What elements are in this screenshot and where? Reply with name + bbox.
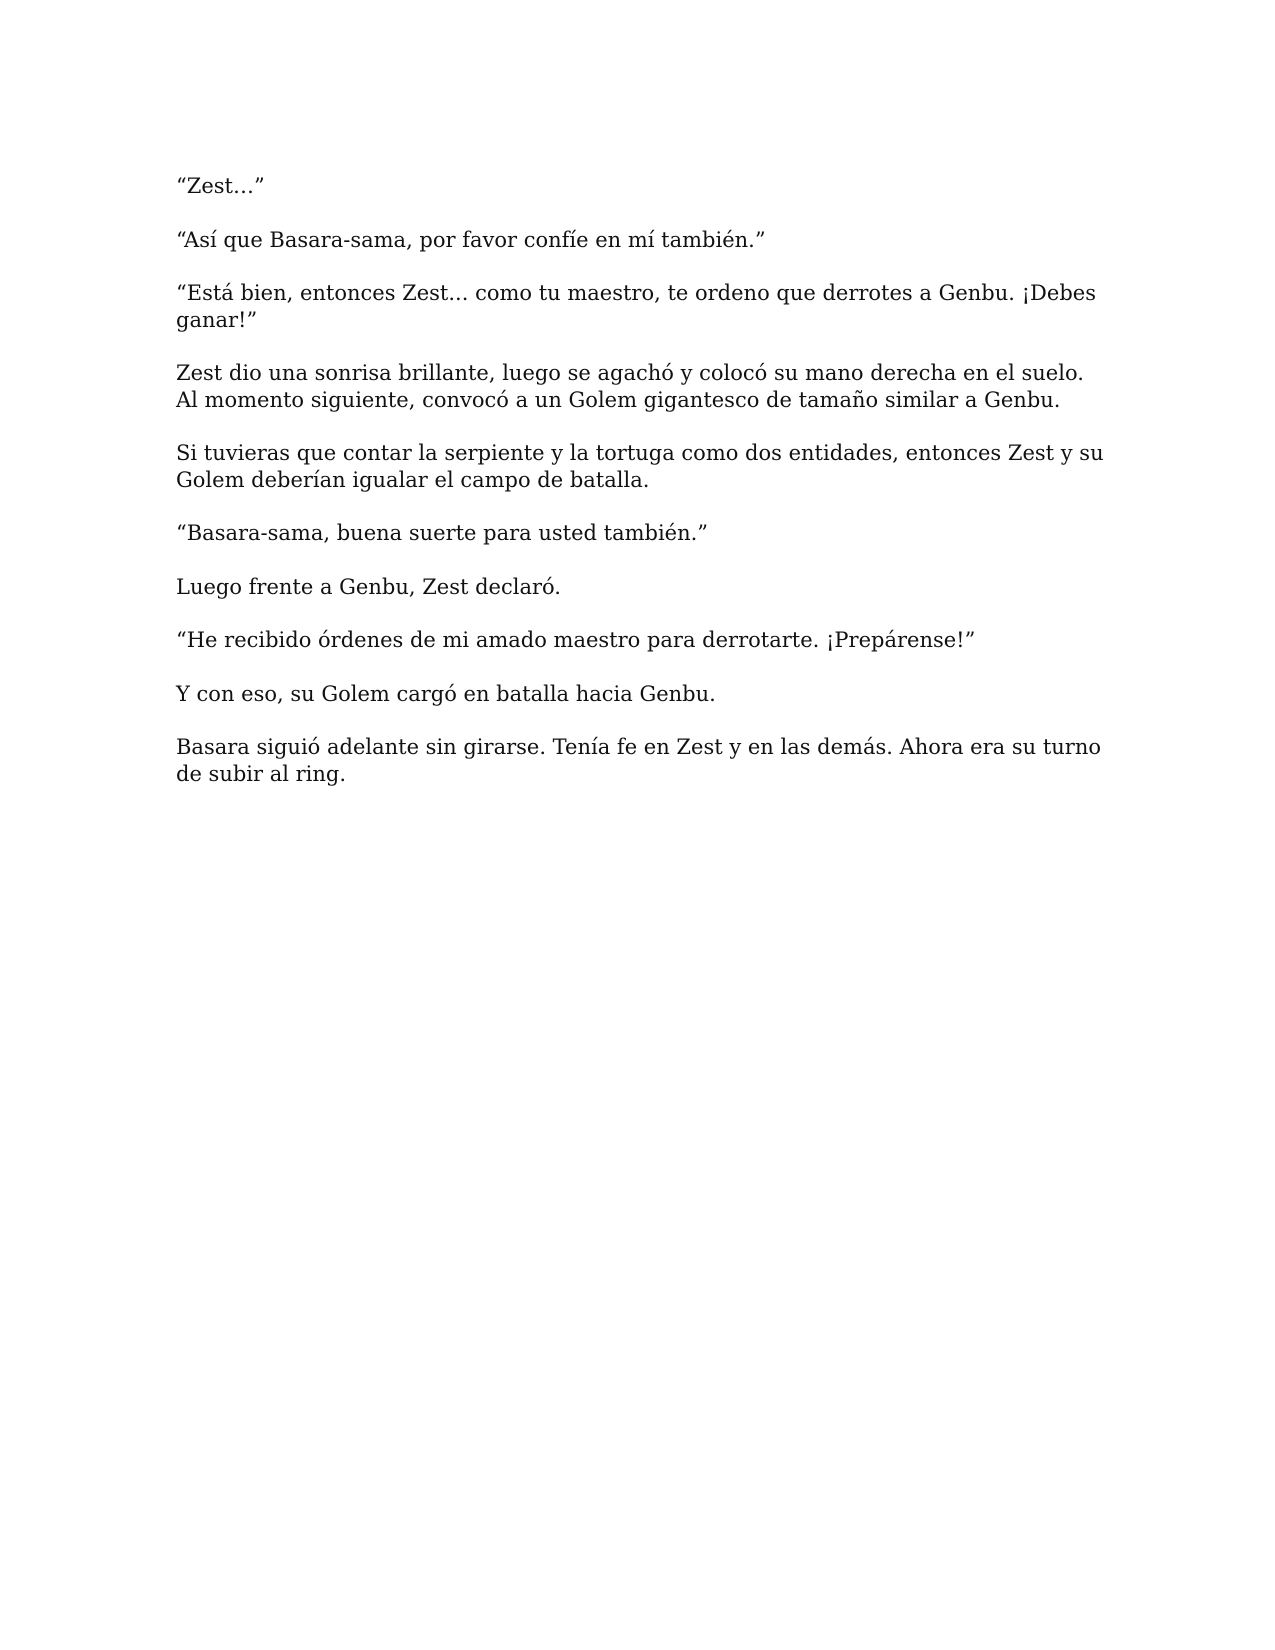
paragraph-10: Basara siguió adelante sin girarse. Tenía fe en Zest y en las demás. Ahora era su turno de subir al ring. bbox=[176, 735, 1101, 786]
paragraph-6: “Basara-sama, buena suerte para usted también.” bbox=[176, 521, 709, 545]
paragraph-9: Y con eso, su Golem cargó en batalla hacia Genbu. bbox=[176, 681, 716, 706]
paragraph-3: “Está bien, entonces Zest... como tu maestro, te ordeno que derrotes a Genbu. ¡Debes ganar!” bbox=[176, 281, 1096, 332]
paragraph-1: “Zest…” bbox=[176, 174, 265, 198]
body-text bbox=[176, 173, 1106, 814]
paragraph-5: Si tuvieras que contar la serpiente y la tortuga como dos entidades, entonces Zest y su Golem deberían igualar el campo de batalla. bbox=[176, 441, 1104, 492]
paragraph-7: Luego frente a Genbu, Zest declaró. bbox=[176, 574, 561, 599]
paragraph-4: Zest dio una sonrisa brillante, luego se agachó y colocó su mano derecha en el suelo. Al momento siguiente, convocó a un Golem gigantesco de tamaño similar a Genbu. bbox=[176, 361, 1084, 412]
paragraph-8: “He recibido órdenes de mi amado maestro para derrotarte. ¡Prepárense!” bbox=[176, 628, 976, 652]
paragraph-2: “Así que Basara-sama, por favor confíe en mí también.” bbox=[176, 227, 766, 252]
